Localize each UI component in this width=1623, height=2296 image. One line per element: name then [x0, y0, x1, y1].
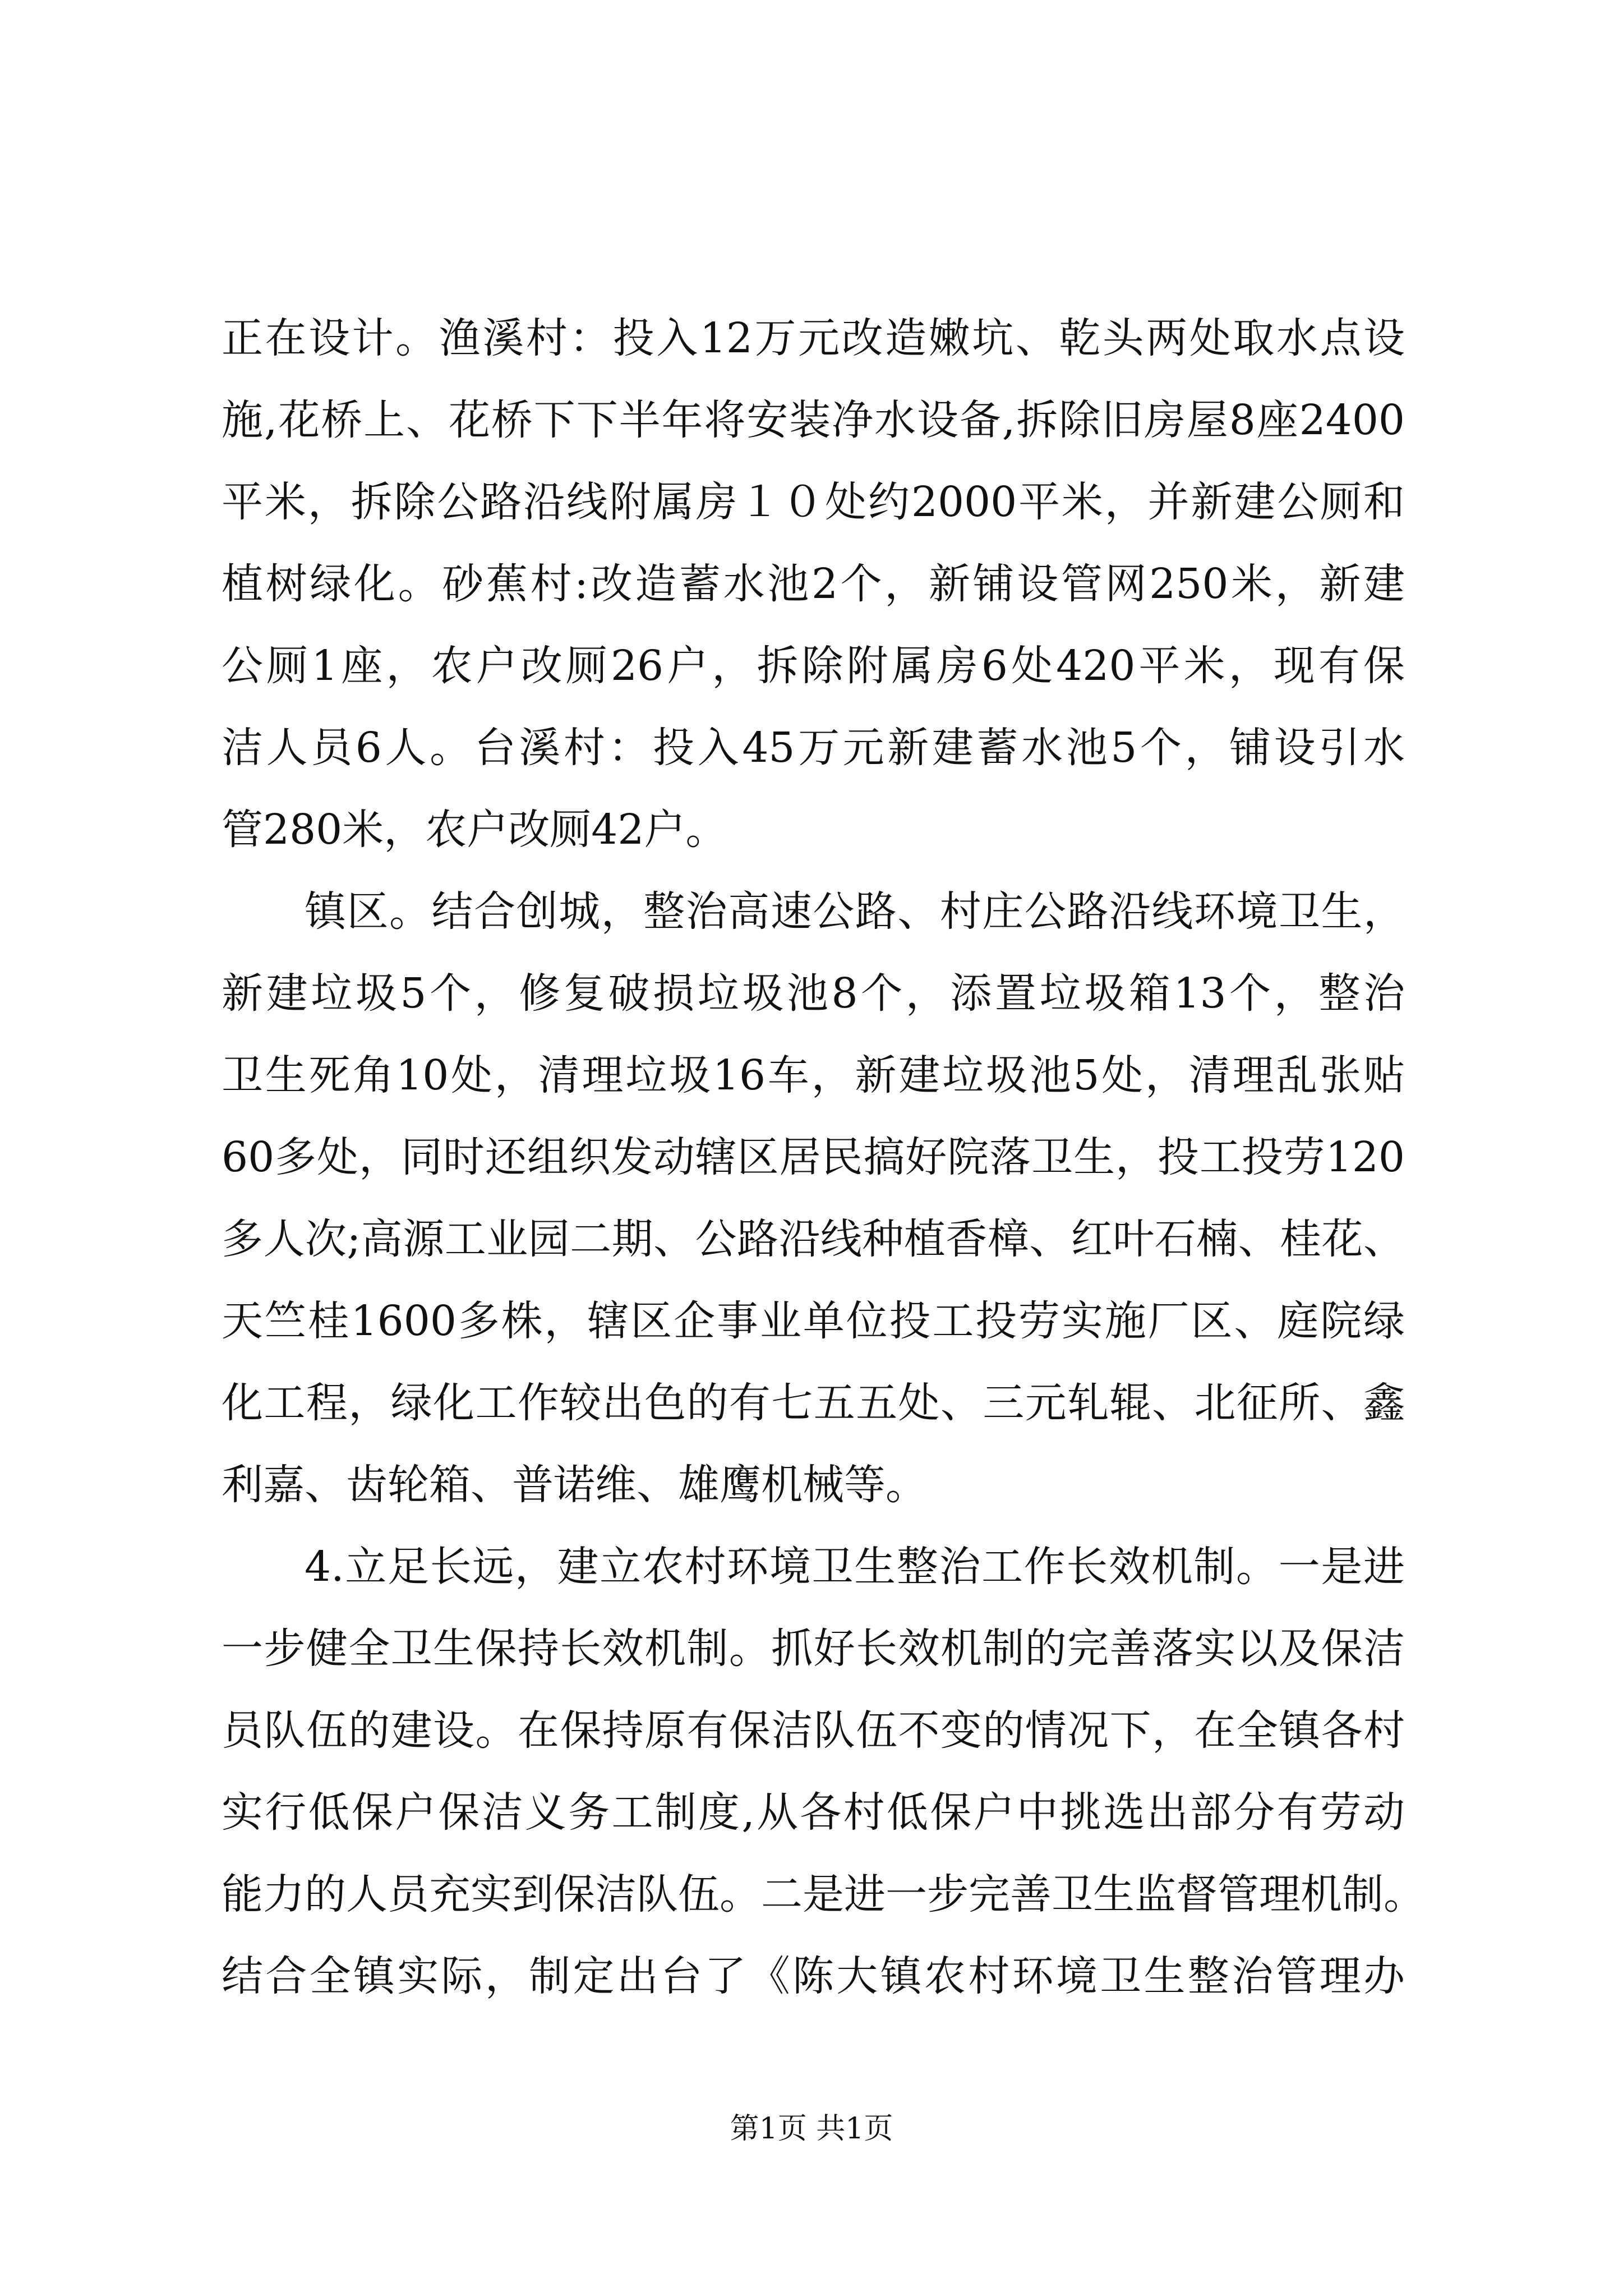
- text-line: 实行低保户保洁义务工制度,从各村低保户中挑选出部分有劳动: [222, 1788, 1405, 1837]
- text-line: 新建垃圾5个，修复破损垃圾池8个，添置垃圾箱13个，整治: [222, 969, 1405, 1018]
- text-line: 化工程，绿化工作较出色的有七五五处、三元轧辊、北征所、鑫: [222, 1379, 1405, 1427]
- text-line: 天竺桂1600多株，辖区企事业单位投工投劳实施厂区、庭院绿: [222, 1297, 1405, 1345]
- text-line: 一步健全卫生保持长效机制。抓好长效机制的完善落实以及保洁: [222, 1625, 1405, 1673]
- document-body: [222, 297, 1425, 2017]
- text-line: 卫生死角10处，清理垃圾16车，新建垃圾池5处，清理乱张贴: [222, 1051, 1405, 1099]
- text-line: 植树绿化。砂蕉村:改造蓄水池2个，新铺设管网250米，新建: [222, 560, 1405, 608]
- text-line: 多人次;高源工业园二期、公路沿线种植香樟、红叶石楠、桂花、: [222, 1215, 1405, 1263]
- text-line: 4.立足长远，建立农村环境卫生整治工作长效机制。一是进: [305, 1543, 1405, 1591]
- page-number-footer: 第1页 共1页: [730, 2112, 893, 2146]
- text-line: 平米，拆除公路沿线附属房１０处约2000平米，并新建公厕和: [222, 478, 1405, 526]
- text-line: 洁人员6人。台溪村：投入45万元新建蓄水池5个，铺设引水: [222, 724, 1405, 772]
- text-line: 正在设计。渔溪村：投入12万元改造嫩坑、乾头两处取水点设: [222, 314, 1405, 362]
- text-line: 镇区。结合创城，整治高速公路、村庄公路沿线环境卫生，: [305, 887, 1405, 936]
- text-line: 60多处，同时还组织发动辖区居民搞好院落卫生，投工投劳120: [222, 1133, 1405, 1181]
- text-line: 公厕1座，农户改厕26户，拆除附属房6处420平米，现有保: [222, 642, 1405, 690]
- text-line: 能力的人员充实到保洁队伍。二是进一步完善卫生监督管理机制。: [222, 1870, 1425, 1918]
- text-line: 利嘉、齿轮箱、普诺维、雄鹰机械等。: [222, 1461, 927, 1509]
- text-line: 管280米，农户改厕42户。: [222, 806, 727, 854]
- text-line: 施,花桥上、花桥下下半年将安装净水设备,拆除旧房屋8座2400: [222, 396, 1405, 444]
- text-line: 结合全镇实际，制定出台了《陈大镇农村环境卫生整治管理办: [222, 1952, 1405, 2000]
- text-line: 员队伍的建设。在保持原有保洁队伍不变的情况下，在全镇各村: [222, 1706, 1405, 1755]
